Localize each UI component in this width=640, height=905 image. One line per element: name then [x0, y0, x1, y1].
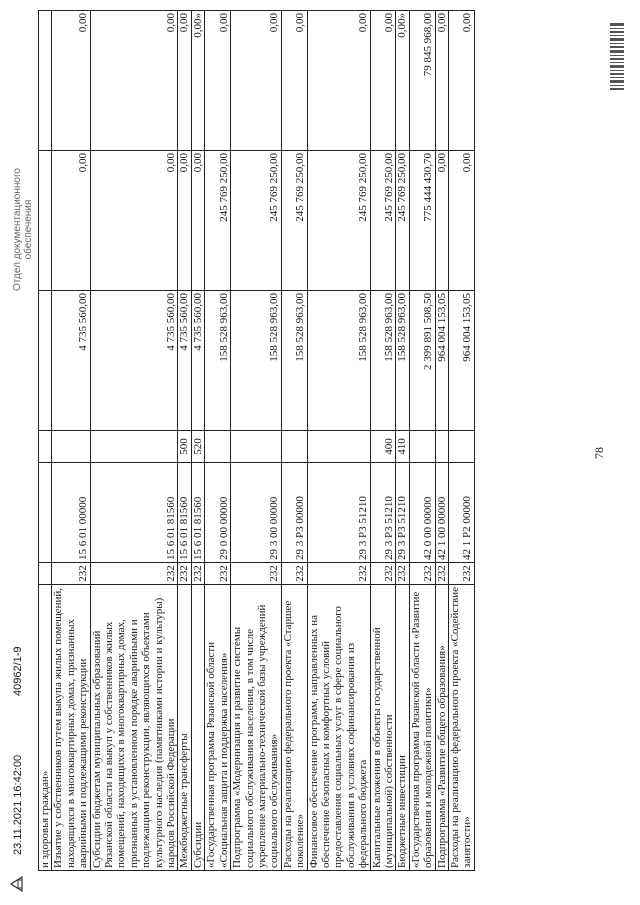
row-csr-cell: 29 0 00 00000: [205, 463, 231, 563]
row-amount-2-cell: 0,00: [449, 151, 475, 291]
row-vr-cell: 500: [178, 431, 191, 463]
stamp-line-1: Отдел документационного: [12, 168, 23, 291]
row-amount-3-cell: 0,00: [178, 11, 191, 151]
row-code-cell: 232: [370, 563, 396, 585]
table-row: [191, 11, 204, 871]
table-row: [52, 11, 90, 871]
row-name-cell: Изъятие у собственников путем выкупа жилых помещений, находящихся в многоквартирных домах, признанных аварийными и подлежащими реконструкции: [52, 585, 90, 871]
row-amount-2-cell: 0,00: [191, 151, 204, 291]
row-csr-cell: 29 3 P3 51210: [396, 463, 409, 563]
table-row: [370, 11, 396, 871]
row-amount-3-cell: 79 845 968,00: [409, 11, 435, 151]
row-csr-cell: 29 3 P3 51210: [370, 463, 396, 563]
row-name-cell: Расходы на реализацию федерального проекта «Содействие занятости»: [449, 585, 475, 871]
row-amount-1-cell: [39, 291, 52, 431]
row-code-cell: 232: [191, 563, 204, 585]
row-vr-cell: [39, 431, 52, 463]
row-amount-3-cell: 0,00»: [191, 11, 204, 151]
row-name-cell: Финансовое обеспечение программ, направленных на обеспечение безопасных и комфортных условий предоставления социальных услуг в сфере социального обслуживания в условиях софинансирования из федерального бюджета: [307, 585, 370, 871]
row-name-cell: Подпрограмма «Модернизация и развитие системы социального обслуживания населения, в том числе укрепление материально-технической базы учреждений социального обслуживания»: [231, 585, 282, 871]
row-amount-1-cell: 158 528 963,00: [281, 291, 307, 431]
row-amount-1-cell: 4 735 560,00: [52, 291, 90, 431]
table-row: [281, 11, 307, 871]
row-name-cell: «Государственная программа Рязанской области «Социальная защита и поддержка населения»: [205, 585, 231, 871]
row-csr-cell: 29 3 P3 51210: [307, 463, 370, 563]
row-amount-2-cell: 245 769 250,00: [396, 151, 409, 291]
row-csr-cell: 42 0 00 00000: [409, 463, 435, 563]
row-vr-cell: 400: [370, 431, 396, 463]
row-code-cell: 232: [205, 563, 231, 585]
row-code-cell: [39, 563, 52, 585]
table-row: [435, 11, 448, 871]
row-amount-3-cell: 0,00: [307, 11, 370, 151]
row-name-cell: Бюджетные инвестиции: [396, 585, 409, 871]
row-amount-1-cell: 964 004 153,05: [435, 291, 448, 431]
table-row: [231, 11, 282, 871]
row-amount-2-cell: 245 769 250,00: [307, 151, 370, 291]
table-row: [396, 11, 409, 871]
row-vr-cell: 410: [396, 431, 409, 463]
row-amount-2-cell: 775 444 430,70: [409, 151, 435, 291]
row-amount-1-cell: 4 735 560,00: [191, 291, 204, 431]
table-row: [178, 11, 191, 871]
row-amount-3-cell: 0,00: [231, 11, 282, 151]
page-number: 78: [592, 447, 606, 459]
row-amount-1-cell: 964 004 153,05: [449, 291, 475, 431]
row-amount-3-cell: 0,00: [52, 11, 90, 151]
row-amount-1-cell: 158 528 963,00: [370, 291, 396, 431]
table-row: [449, 11, 475, 871]
row-name-cell: Субсидии бюджетам муниципальных образований Рязанской области на выкуп у собственников жилых помещений, находящихся в многоквартирных домах, признанных в установленном порядке аварийными и подлежащими реконструкции, являющихся объектами культурного наследия (памятниками истории и культуры) народов Российской Федерации: [90, 585, 178, 871]
row-name-cell: Расходы на реализацию федерального проекта «Старшее поколение»: [281, 585, 307, 871]
row-amount-1-cell: 4 735 560,00: [90, 291, 178, 431]
row-csr-cell: 15 6 01 00000: [52, 463, 90, 563]
row-vr-cell: [231, 431, 282, 463]
row-csr-cell: 15 6 01 81560: [178, 463, 191, 563]
footer-timestamp: 23.11.2021 16:42:00: [12, 754, 24, 855]
row-code-cell: 232: [90, 563, 178, 585]
row-vr-cell: [435, 431, 448, 463]
row-amount-1-cell: 158 528 963,00: [205, 291, 231, 431]
row-amount-2-cell: [39, 151, 52, 291]
office-stamp: [12, 168, 34, 291]
row-csr-cell: 15 6 01 81560: [90, 463, 178, 563]
table-row: [409, 11, 435, 871]
row-amount-1-cell: 158 528 963,00: [307, 291, 370, 431]
row-code-cell: 232: [52, 563, 90, 585]
row-name-cell: Капитальные вложения в объекты государственной (муниципальной) собственности: [370, 585, 396, 871]
row-amount-2-cell: 0,00: [178, 151, 191, 291]
row-csr-cell: 42 1 P2 00000: [449, 463, 475, 563]
row-amount-1-cell: 158 528 963,00: [396, 291, 409, 431]
row-amount-2-cell: 245 769 250,00: [205, 151, 231, 291]
row-code-cell: 232: [281, 563, 307, 585]
page-footer: [6, 11, 32, 871]
row-code-cell: 232: [396, 563, 409, 585]
row-name-cell: Межбюджетные трансферты: [178, 585, 191, 871]
row-amount-1-cell: 158 528 963,00: [231, 291, 282, 431]
row-amount-1-cell: 4 735 560,00: [178, 291, 191, 431]
budget-table: [38, 10, 475, 871]
row-code-cell: 232: [409, 563, 435, 585]
row-code-cell: 232: [231, 563, 282, 585]
row-csr-cell: 42 1 00 00000: [435, 463, 448, 563]
row-name-cell: и здоровья граждан»: [39, 585, 52, 871]
table-row: [205, 11, 231, 871]
row-amount-2-cell: 0,00: [52, 151, 90, 291]
row-code-cell: 232: [178, 563, 191, 585]
stamp-line-2: обеспечения: [23, 199, 34, 260]
row-amount-2-cell: 0,00: [435, 151, 448, 291]
row-vr-cell: [205, 431, 231, 463]
table-row: [90, 11, 178, 871]
row-csr-cell: 29 3 00 00000: [231, 463, 282, 563]
row-vr-cell: [449, 431, 475, 463]
row-amount-3-cell: 0,00: [281, 11, 307, 151]
row-vr-cell: [90, 431, 178, 463]
row-amount-3-cell: 0,00: [449, 11, 475, 151]
row-csr-cell: [39, 463, 52, 563]
table-row: [39, 11, 52, 871]
print-logo-icon: [8, 875, 26, 893]
row-vr-cell: [281, 431, 307, 463]
row-vr-cell: [307, 431, 370, 463]
row-csr-cell: 15 6 01 81560: [191, 463, 204, 563]
row-code-cell: 232: [307, 563, 370, 585]
row-amount-3-cell: 0,00: [90, 11, 178, 151]
row-amount-2-cell: 0,00: [90, 151, 178, 291]
row-vr-cell: [52, 431, 90, 463]
row-name-cell: «Государственная программа Рязанской области «Развитие образования и молодежной политики»: [409, 585, 435, 871]
footer-document-number: 40962/1-9: [12, 646, 24, 696]
row-amount-3-cell: 0,00: [435, 11, 448, 151]
row-vr-cell: [409, 431, 435, 463]
row-name-cell: Субсидии: [191, 585, 204, 871]
row-amount-2-cell: 245 769 250,00: [231, 151, 282, 291]
row-amount-2-cell: 245 769 250,00: [281, 151, 307, 291]
row-amount-3-cell: 0,00»: [396, 11, 409, 151]
row-amount-3-cell: 0,00: [205, 11, 231, 151]
row-name-cell: Подпрограмма «Развитие общего образования»: [435, 585, 448, 871]
row-vr-cell: 520: [191, 431, 204, 463]
row-amount-1-cell: 2 399 891 508,50: [409, 291, 435, 431]
row-amount-3-cell: [39, 11, 52, 151]
row-amount-2-cell: 245 769 250,00: [370, 151, 396, 291]
table-row: [307, 11, 370, 871]
row-code-cell: 232: [435, 563, 448, 585]
row-amount-3-cell: 0,00: [370, 11, 396, 151]
row-csr-cell: 29 3 P3 00000: [281, 463, 307, 563]
row-code-cell: 232: [449, 563, 475, 585]
barcode-image: [610, 20, 624, 90]
